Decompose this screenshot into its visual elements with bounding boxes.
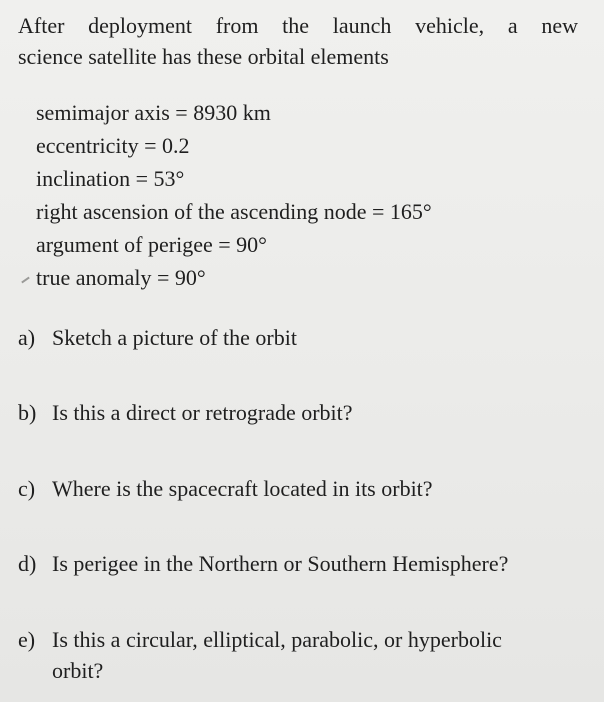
question-text: [52, 548, 508, 579]
question-text: [52, 473, 433, 504]
question-text: [52, 397, 353, 428]
question-text: [52, 624, 502, 686]
question-d: [18, 548, 508, 579]
element-argument-of-perigee: argument of perigee = 90°: [36, 232, 267, 257]
pencil-mark: [21, 277, 30, 284]
element-inclination: inclination = 53°: [36, 166, 185, 191]
intro-line-1: After deployment from the launch vehicle, a new: [18, 13, 578, 38]
question-line: Is perigee in the Northern or Southern Hemisphere?: [52, 551, 509, 576]
question-line: Is this a direct or retrograde orbit?: [52, 400, 353, 425]
question-letter: e): [18, 627, 36, 652]
orbital-elements-list: [36, 96, 432, 294]
element-raan: right ascension of the ascending node = 165°: [36, 199, 432, 224]
element-eccentricity: eccentricity = 0.2: [36, 133, 190, 158]
question-letter: a): [18, 325, 36, 350]
question-line: Sketch a picture of the orbit: [52, 325, 297, 350]
element-true-anomaly: true anomaly = 90°: [36, 265, 206, 290]
intro-line-2: science satellite has these orbital elements: [18, 44, 389, 69]
question-letter: d): [18, 551, 37, 576]
element-semimajor-axis: semimajor axis = 8930 km: [36, 100, 271, 125]
question-letter: b): [18, 400, 37, 425]
question-a: [18, 322, 297, 353]
question-e: [18, 624, 502, 686]
question-c: [18, 473, 433, 504]
question-line: Where is the spacecraft located in its orbit?: [52, 476, 433, 501]
intro-paragraph: [18, 10, 578, 72]
question-b: [18, 397, 353, 428]
question-line: orbit?: [52, 658, 104, 683]
question-line: Is this a circular, elliptical, parabolic, or hyperbolic: [52, 627, 502, 652]
question-text: [52, 322, 297, 353]
question-letter: c): [18, 476, 36, 501]
